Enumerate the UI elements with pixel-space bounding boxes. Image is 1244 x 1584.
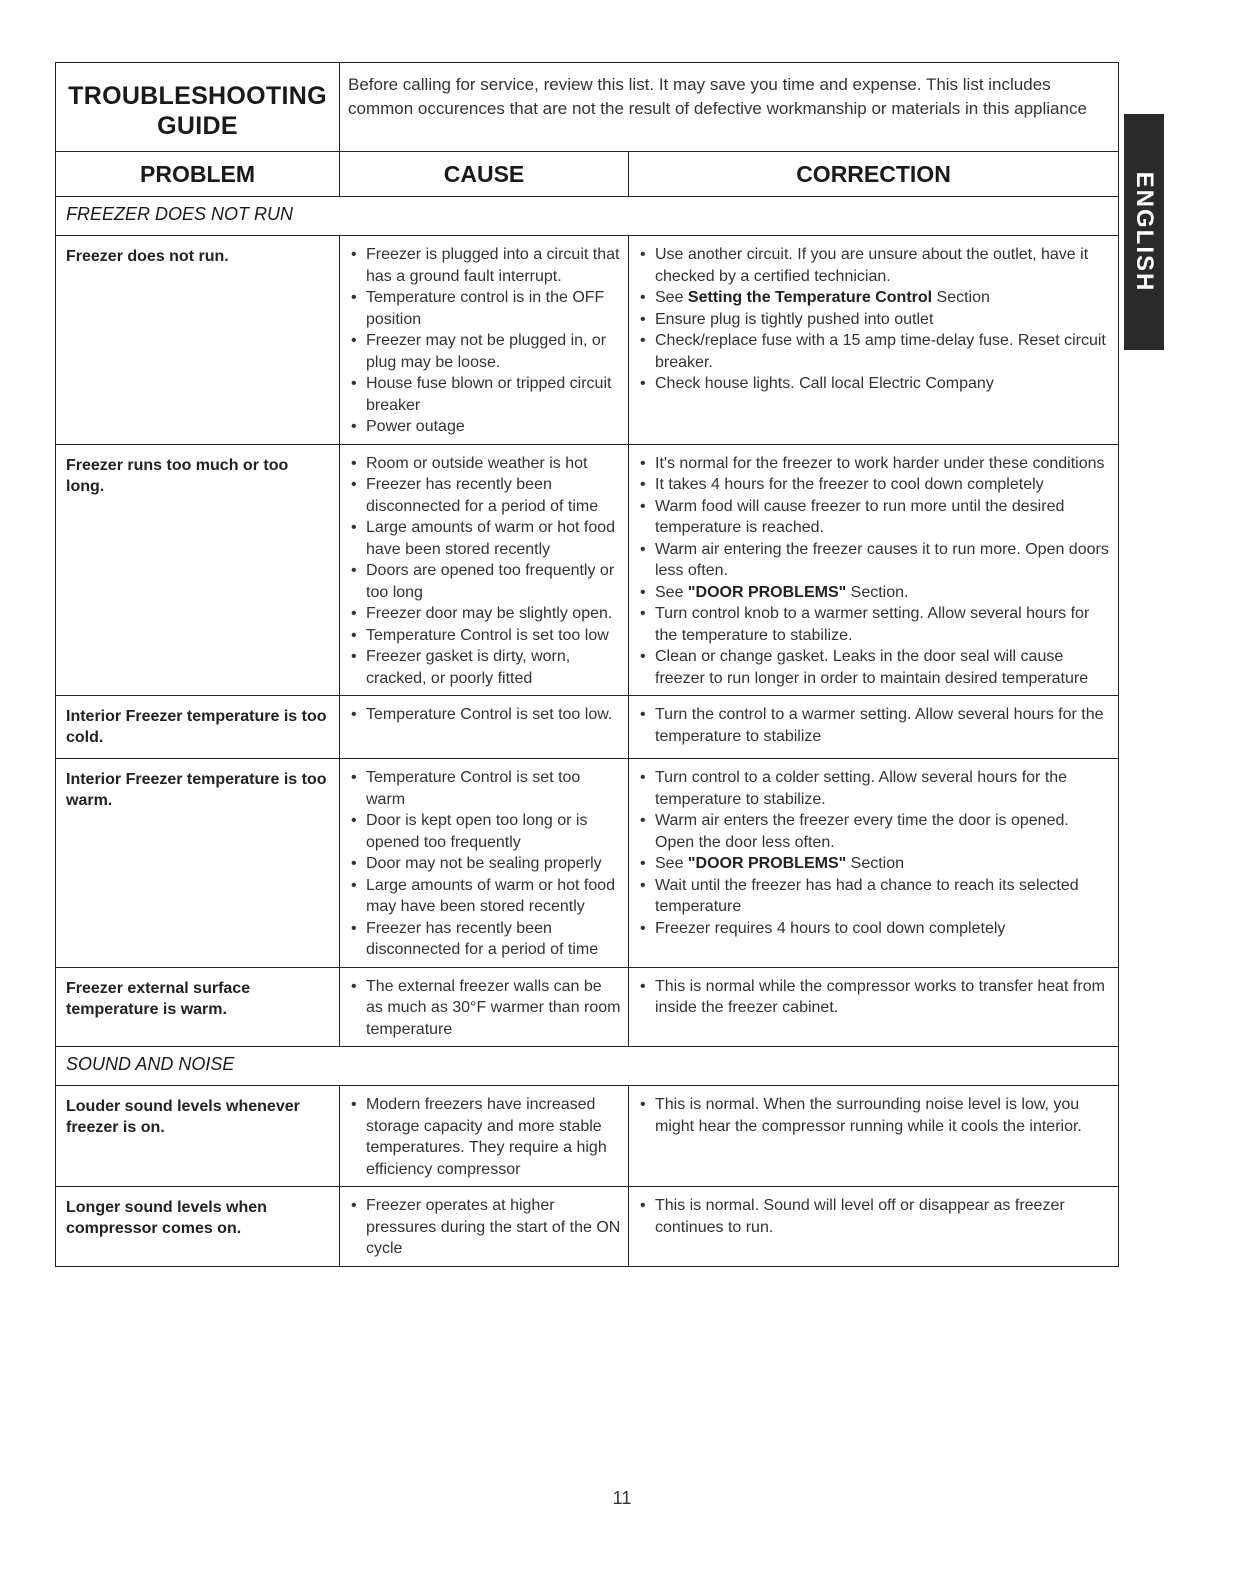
bullet-emphasis: "DOOR PROBLEMS" bbox=[687, 583, 847, 601]
cause-cell bbox=[340, 444, 629, 696]
bullet-item: • Power outage bbox=[346, 416, 622, 438]
problem-cell: Interior Freezer temperature is too cold. bbox=[56, 696, 340, 759]
problem-cell: Louder sound levels whenever freezer is on. bbox=[56, 1086, 340, 1187]
bullet-list bbox=[346, 1195, 622, 1260]
language-tab-label: ENGLISH bbox=[1131, 171, 1158, 293]
table-row bbox=[56, 759, 1119, 968]
bullet-item bbox=[635, 582, 1112, 604]
bullet-item: • Large amounts of warm or hot food may have been stored recently bbox=[346, 875, 622, 918]
bullet-item: • Freezer operates at higher pressures during the start of the ON cycle bbox=[346, 1195, 622, 1260]
section-row bbox=[56, 1047, 1119, 1086]
cause-cell bbox=[340, 759, 629, 968]
correction-cell bbox=[629, 1187, 1119, 1267]
bullet-emphasis: "DOOR PROBLEMS" bbox=[687, 855, 847, 872]
bullet-item: • Large amounts of warm or hot food have been stored recently bbox=[346, 517, 622, 560]
bullet-item: • Temperature Control is set too low bbox=[346, 625, 622, 647]
problem-cell: Freezer external surface temperature is warm. bbox=[56, 967, 340, 1047]
bullet-item: • Room or outside weather is hot bbox=[346, 453, 622, 475]
table-row bbox=[56, 967, 1119, 1047]
cause-cell bbox=[340, 1187, 629, 1267]
bullet-item: • Freezer has recently been disconnected for a period of time bbox=[346, 474, 622, 517]
problem-column-header: PROBLEM bbox=[56, 152, 340, 197]
bullet-item: • Warm air entering the freezer causes it to run more. Open doors less often. bbox=[635, 539, 1112, 582]
table-row bbox=[56, 236, 1119, 445]
bullet-list bbox=[635, 453, 1112, 690]
table-row bbox=[56, 1187, 1119, 1267]
bullet-item: • Turn control knob to a warmer setting. Allow several hours for the temperature to stabilize. bbox=[635, 603, 1112, 646]
bullet-list bbox=[346, 453, 622, 690]
problem-cell: Freezer runs too much or too long. bbox=[56, 444, 340, 696]
bullet-item: • Freezer may not be plugged in, or plug may be loose. bbox=[346, 330, 622, 373]
bullet-item: • This is normal. Sound will level off or disappear as freezer continues to run. bbox=[635, 1195, 1112, 1238]
table-row bbox=[56, 696, 1119, 759]
bullet-text: Section bbox=[846, 855, 905, 872]
bullet-item: • Check house lights. Call local Electric Company bbox=[635, 373, 1112, 395]
bullet-item: • House fuse blown or tripped circuit breaker bbox=[346, 373, 622, 416]
bullet-item: • Use another circuit. If you are unsure about the outlet, have it checked by a certified technician. bbox=[635, 244, 1112, 287]
correction-cell bbox=[629, 236, 1119, 445]
bullet-list bbox=[635, 704, 1112, 747]
table-row bbox=[56, 1086, 1119, 1187]
bullet-text: See bbox=[655, 289, 688, 306]
bullet-text: See bbox=[655, 855, 688, 872]
bullet-item: • Turn the control to a warmer setting. Allow several hours for the temperature to stabilize bbox=[635, 704, 1112, 747]
bullet-item: • Freezer gasket is dirty, worn, cracked, or poorly fitted bbox=[346, 646, 622, 689]
bullet-list bbox=[346, 244, 622, 438]
column-header-row bbox=[56, 152, 1119, 197]
section-heading-freezer-does-not-run: FREEZER DOES NOT RUN bbox=[56, 197, 1119, 236]
bullet-list bbox=[346, 704, 622, 726]
correction-cell bbox=[629, 696, 1119, 759]
cause-cell bbox=[340, 967, 629, 1047]
table-row bbox=[56, 444, 1119, 696]
bullet-list bbox=[635, 976, 1112, 1019]
bullet-item: • Freezer requires 4 hours to cool down completely bbox=[635, 918, 1112, 940]
bullet-list bbox=[346, 767, 622, 961]
bullet-item: • It's normal for the freezer to work harder under these conditions bbox=[635, 453, 1112, 475]
guide-header-row bbox=[56, 63, 1119, 152]
section-heading-sound-and-noise: SOUND AND NOISE bbox=[56, 1047, 1119, 1086]
bullet-item: • It takes 4 hours for the freezer to cool down completely bbox=[635, 474, 1112, 496]
bullet-item: • This is normal while the compressor works to transfer heat from inside the freezer cabinet. bbox=[635, 976, 1112, 1019]
bullet-item: • Freezer is plugged into a circuit that has a ground fault interrupt. bbox=[346, 244, 622, 287]
guide-title-line2: GUIDE bbox=[157, 112, 238, 140]
bullet-emphasis: Setting the Temperature Control bbox=[687, 289, 933, 306]
bullet-item: • Freezer has recently been disconnected for a period of time bbox=[346, 918, 622, 961]
bullet-item bbox=[635, 287, 1112, 309]
problem-cell: Interior Freezer temperature is too warm. bbox=[56, 759, 340, 968]
cause-column-header: CAUSE bbox=[340, 152, 629, 197]
language-side-tab bbox=[1124, 114, 1164, 350]
bullet-item: • Warm air enters the freezer every time the door is opened. Open the door less often. bbox=[635, 810, 1112, 853]
bullet-text: Section. bbox=[846, 583, 909, 601]
cause-cell bbox=[340, 696, 629, 759]
bullet-text: See bbox=[655, 583, 688, 601]
bullet-item: • Wait until the freezer has had a chance to reach its selected temperature bbox=[635, 875, 1112, 918]
bullet-list bbox=[635, 1094, 1112, 1137]
cause-cell bbox=[340, 1086, 629, 1187]
bullet-item: • This is normal. When the surrounding noise level is low, you might hear the compressor running while it cools the interior. bbox=[635, 1094, 1112, 1137]
bullet-item: • The external freezer walls can be as much as 30°F warmer than room temperature bbox=[346, 976, 622, 1041]
bullet-text: Section bbox=[932, 289, 990, 306]
bullet-item: • Check/replace fuse with a 15 amp time-delay fuse. Reset circuit breaker. bbox=[635, 330, 1112, 373]
bullet-item: • Turn control to a colder setting. Allow several hours for the temperature to stabilize. bbox=[635, 767, 1112, 810]
troubleshooting-table bbox=[55, 62, 1119, 1267]
guide-title-line1: TROUBLESHOOTING bbox=[68, 82, 327, 110]
section-row bbox=[56, 197, 1119, 236]
bullet-item: • Door may not be sealing properly bbox=[346, 853, 622, 875]
bullet-item: • Clean or change gasket. Leaks in the door seal will cause freezer to run longer in order to maintain desired temperature bbox=[635, 646, 1112, 689]
bullet-item: • Temperature Control is set too low. bbox=[346, 704, 622, 726]
bullet-list bbox=[635, 1195, 1112, 1238]
correction-cell bbox=[629, 967, 1119, 1047]
bullet-list bbox=[346, 976, 622, 1041]
page-number: 11 bbox=[612, 1488, 632, 1508]
bullet-item: • Freezer door may be slightly open. bbox=[346, 603, 622, 625]
correction-cell bbox=[629, 1086, 1119, 1187]
bullet-item: • Temperature control is in the OFF position bbox=[346, 287, 622, 330]
troubleshooting-page bbox=[55, 62, 1118, 1267]
bullet-list bbox=[635, 244, 1112, 395]
problem-cell: Freezer does not run. bbox=[56, 236, 340, 445]
bullet-list bbox=[635, 767, 1112, 939]
bullet-item: • Warm food will cause freezer to run more until the desired temperature is reached. bbox=[635, 496, 1112, 539]
guide-title bbox=[56, 63, 340, 152]
correction-cell bbox=[629, 759, 1119, 968]
bullet-item: • Modern freezers have increased storage capacity and more stable temperatures. They require a high efficiency compressor bbox=[346, 1094, 622, 1180]
bullet-item: • Door is kept open too long or is opened too frequently bbox=[346, 810, 622, 853]
bullet-item: • Ensure plug is tightly pushed into outlet bbox=[635, 309, 1112, 331]
correction-column-header: CORRECTION bbox=[629, 152, 1119, 197]
cause-cell bbox=[340, 236, 629, 445]
guide-intro: Before calling for service, review this list. It may save you time and expense. This list includes common occurences that are not the result of defective workmanship or materials in this appliance bbox=[340, 63, 1119, 152]
problem-cell: Longer sound levels when compressor comes on. bbox=[56, 1187, 340, 1267]
correction-cell bbox=[629, 444, 1119, 696]
bullet-item: • Doors are opened too frequently or too long bbox=[346, 560, 622, 603]
bullet-item: • Temperature Control is set too warm bbox=[346, 767, 622, 810]
bullet-list bbox=[346, 1094, 622, 1180]
bullet-item bbox=[635, 853, 1112, 875]
